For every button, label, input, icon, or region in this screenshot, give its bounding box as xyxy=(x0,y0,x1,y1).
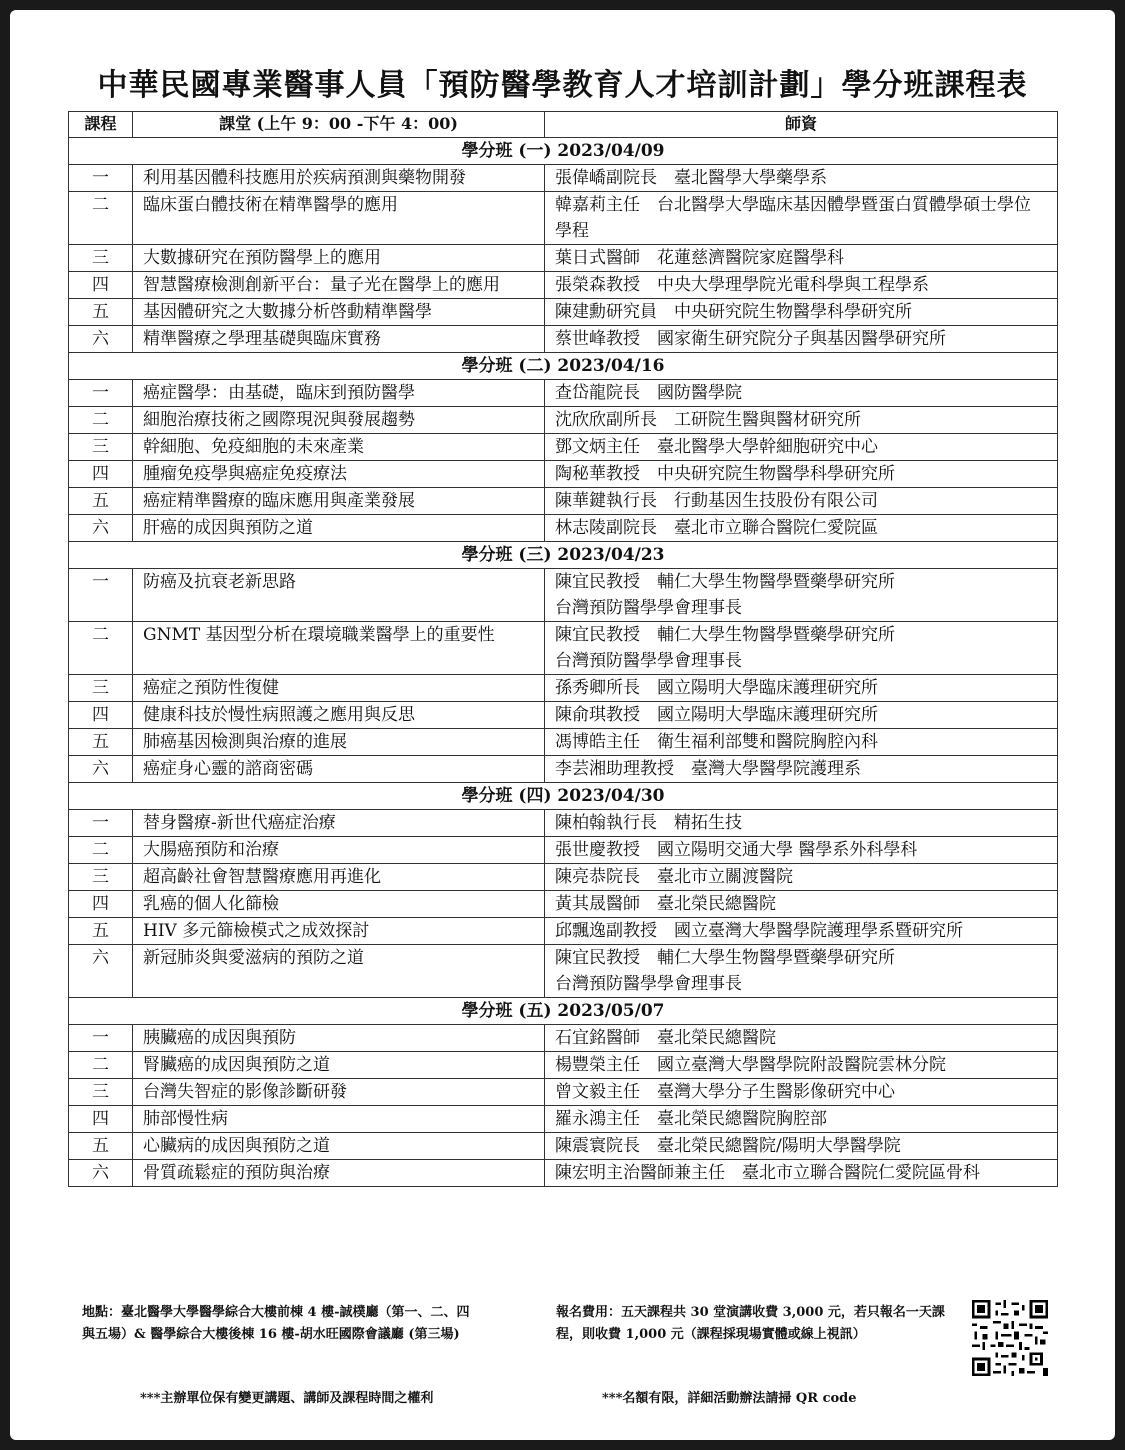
course-number: 六 xyxy=(69,945,133,998)
course-title: 腫瘤免疫學與癌症免疫療法 xyxy=(133,461,545,488)
course-number: 五 xyxy=(69,299,133,326)
teacher-name: 陳宜民教授 輔仁大學生物醫學暨藥學研究所 xyxy=(555,625,895,645)
teacher-name: 葉日式醫師 花蓮慈濟醫院家庭醫學科 xyxy=(555,248,844,268)
teacher-cell xyxy=(545,1106,1058,1133)
table-header-row xyxy=(69,112,1058,138)
header-session: 課堂 (上午 9：00 -下午 4：00) xyxy=(133,112,545,138)
course-number: 五 xyxy=(69,918,133,945)
teacher-name: 鄧文炳主任 臺北醫學大學幹細胞研究中心 xyxy=(555,437,878,457)
section-label: 學分班 (二) 2023/04/16 xyxy=(69,353,1058,380)
table-row xyxy=(69,272,1058,299)
table-row xyxy=(69,702,1058,729)
teacher-cell xyxy=(545,729,1058,756)
table-row xyxy=(69,918,1058,945)
course-number: 六 xyxy=(69,756,133,783)
teacher-cell xyxy=(545,837,1058,864)
table-row xyxy=(69,1133,1058,1160)
table-row xyxy=(69,1079,1058,1106)
teacher-cell xyxy=(545,299,1058,326)
teacher-cell xyxy=(545,488,1058,515)
teacher-cell xyxy=(545,945,1058,998)
course-title: 腎臟癌的成因與預防之道 xyxy=(133,1052,545,1079)
course-title: 替身醫療-新世代癌症治療 xyxy=(133,810,545,837)
table-row xyxy=(69,488,1058,515)
table-row xyxy=(69,1052,1058,1079)
section-label: 學分班 (五) 2023/05/07 xyxy=(69,998,1058,1025)
teacher-extra-title: 台灣預防醫學學會理事長 xyxy=(555,974,742,994)
teacher-cell xyxy=(545,756,1058,783)
course-title: 基因體研究之大數據分析啓動精準醫學 xyxy=(133,299,545,326)
course-title: 肺部慢性病 xyxy=(133,1106,545,1133)
course-number: 一 xyxy=(69,380,133,407)
course-title: HIV 多元篩檢模式之成效探討 xyxy=(133,918,545,945)
course-title: GNMT 基因型分析在環境職業醫學上的重要性 xyxy=(133,622,545,675)
teacher-cell xyxy=(545,165,1058,192)
teacher-cell xyxy=(545,272,1058,299)
teacher-name: 陶秘華教授 中央研究院生物醫學科學研究所 xyxy=(555,464,895,484)
course-number: 四 xyxy=(69,272,133,299)
teacher-name: 陳宜民教授 輔仁大學生物醫學暨藥學研究所 xyxy=(555,572,895,592)
teacher-name: 楊豐榮主任 國立臺灣大學醫學院附設醫院雲林分院 xyxy=(555,1055,946,1075)
teacher-name: 黃其晟醫師 臺北榮民總醫院 xyxy=(555,894,776,914)
course-title: 新冠肺炎與愛滋病的預防之道 xyxy=(133,945,545,998)
course-title: 台灣失智症的影像診斷研發 xyxy=(133,1079,545,1106)
course-number: 一 xyxy=(69,165,133,192)
course-number: 一 xyxy=(69,810,133,837)
table-row xyxy=(69,891,1058,918)
teacher-cell xyxy=(545,622,1058,675)
course-number: 二 xyxy=(69,192,133,245)
course-title: 健康科技於慢性病照護之應用與反思 xyxy=(133,702,545,729)
teacher-name: 陳宏明主治醫師兼主任 臺北市立聯合醫院仁愛院區骨科 xyxy=(555,1163,980,1183)
location-note: 地點：臺北醫學大學醫學綜合大樓前棟 4 樓-誠樸廳（第一、二、四與五場）& 醫學綜合大樓後棟 16 樓-胡水旺國際會議廳 (第三場) xyxy=(82,1305,470,1342)
course-title: 智慧醫療檢測創新平台：量子光在醫學上的應用 xyxy=(133,272,545,299)
teacher-name: 蔡世峰教授 國家衛生研究院分子與基因醫學研究所 xyxy=(555,329,946,349)
teacher-cell xyxy=(545,461,1058,488)
teacher-name: 曾文毅主任 臺灣大學分子生醫影像研究中心 xyxy=(555,1082,895,1102)
teacher-name: 沈欣欣副所長 工研院生醫與醫材研究所 xyxy=(555,410,861,430)
teacher-cell xyxy=(545,1079,1058,1106)
section-label: 學分班 (四) 2023/04/30 xyxy=(69,783,1058,810)
table-row xyxy=(69,569,1058,622)
teacher-cell xyxy=(545,918,1058,945)
table-row xyxy=(69,675,1058,702)
course-title: 精準醫療之學理基礎與臨床實務 xyxy=(133,326,545,353)
course-number: 二 xyxy=(69,837,133,864)
teacher-extra-title: 台灣預防醫學學會理事長 xyxy=(555,598,742,618)
course-number: 六 xyxy=(69,1160,133,1187)
teacher-cell xyxy=(545,434,1058,461)
document-page xyxy=(10,10,1115,1440)
teacher-name: 陳柏翰執行長 精拓生技 xyxy=(555,813,742,833)
table-row xyxy=(69,326,1058,353)
course-title: 癌症身心靈的諮商密碼 xyxy=(133,756,545,783)
course-number: 五 xyxy=(69,729,133,756)
course-number: 三 xyxy=(69,864,133,891)
teacher-cell xyxy=(545,675,1058,702)
teacher-name: 韓嘉莉主任 台北醫學大學臨床基因體學暨蛋白質體學碩士學位學程 xyxy=(555,195,1031,241)
table-row xyxy=(69,245,1058,272)
page-title: 中華民國專業醫事人員「預防醫學教育人才培訓計劃」學分班課程表 xyxy=(97,68,1028,103)
teacher-cell xyxy=(545,1052,1058,1079)
teacher-name: 陳震寰院長 臺北榮民總醫院/陽明大學醫學院 xyxy=(555,1136,901,1156)
course-title: 防癌及抗衰老新思路 xyxy=(133,569,545,622)
table-row xyxy=(69,945,1058,998)
course-number: 二 xyxy=(69,407,133,434)
course-number: 二 xyxy=(69,622,133,675)
section-label: 學分班 (一) 2023/04/09 xyxy=(69,138,1058,165)
section-header-row xyxy=(69,783,1058,810)
teacher-name: 陳建勳研究員 中央研究院生物醫學科學研究所 xyxy=(555,302,912,322)
table-row xyxy=(69,1025,1058,1052)
course-number: 四 xyxy=(69,1106,133,1133)
teacher-name: 李芸湘助理教授 臺灣大學醫學院護理系 xyxy=(555,759,861,779)
teacher-cell xyxy=(545,515,1058,542)
course-number: 三 xyxy=(69,434,133,461)
course-number: 二 xyxy=(69,1052,133,1079)
qr-code-icon[interactable] xyxy=(972,1300,1048,1376)
rights-note: ***主辦單位保有變更講題、講師及課程時間之權利 xyxy=(140,1391,434,1406)
section-header-row xyxy=(69,353,1058,380)
teacher-cell xyxy=(545,810,1058,837)
teacher-cell xyxy=(545,380,1058,407)
teacher-cell xyxy=(545,569,1058,622)
course-number: 一 xyxy=(69,569,133,622)
table-row xyxy=(69,380,1058,407)
course-title: 細胞治療技術之國際現況與發展趨勢 xyxy=(133,407,545,434)
course-title: 臨床蛋白體技術在精準醫學的應用 xyxy=(133,192,545,245)
table-row xyxy=(69,299,1058,326)
course-title: 超高齡社會智慧醫療應用再進化 xyxy=(133,864,545,891)
table-row xyxy=(69,165,1058,192)
table-row xyxy=(69,864,1058,891)
teacher-cell xyxy=(545,326,1058,353)
course-number: 四 xyxy=(69,891,133,918)
teacher-name: 陳亮恭院長 臺北市立關渡醫院 xyxy=(555,867,793,887)
teacher-cell xyxy=(545,407,1058,434)
teacher-name: 陳宜民教授 輔仁大學生物醫學暨藥學研究所 xyxy=(555,948,895,968)
course-title: 肺癌基因檢測與治療的進展 xyxy=(133,729,545,756)
course-title: 幹細胞、免疫細胞的未來產業 xyxy=(133,434,545,461)
teacher-name: 孫秀卿所長 國立陽明大學臨床護理研究所 xyxy=(555,678,878,698)
table-row xyxy=(69,810,1058,837)
table-row xyxy=(69,729,1058,756)
table-row xyxy=(69,192,1058,245)
teacher-cell xyxy=(545,192,1058,245)
table-row xyxy=(69,1106,1058,1133)
course-title: 大腸癌預防和治療 xyxy=(133,837,545,864)
course-title: 肝癌的成因與預防之道 xyxy=(133,515,545,542)
course-number: 六 xyxy=(69,326,133,353)
course-title: 癌症醫學：由基礎，臨床到預防醫學 xyxy=(133,380,545,407)
course-title: 癌症之預防性復健 xyxy=(133,675,545,702)
teacher-name: 羅永鴻主任 臺北榮民總醫院胸腔部 xyxy=(555,1109,827,1129)
course-number: 五 xyxy=(69,1133,133,1160)
course-title: 心臟病的成因與預防之道 xyxy=(133,1133,545,1160)
teacher-name: 陳俞琪教授 國立陽明大學臨床護理研究所 xyxy=(555,705,878,725)
course-number: 六 xyxy=(69,515,133,542)
teacher-extra-title: 台灣預防醫學學會理事長 xyxy=(555,651,742,671)
course-number: 三 xyxy=(69,675,133,702)
table-row xyxy=(69,434,1058,461)
teacher-cell xyxy=(545,245,1058,272)
table-row xyxy=(69,461,1058,488)
course-title: 胰臟癌的成因與預防 xyxy=(133,1025,545,1052)
table-row xyxy=(69,515,1058,542)
table-row xyxy=(69,837,1058,864)
teacher-name: 馮博皓主任 衛生福利部雙和醫院胸腔內科 xyxy=(555,732,878,752)
schedule-body xyxy=(69,138,1058,1187)
teacher-name: 林志陵副院長 臺北市立聯合醫院仁愛院區 xyxy=(555,518,878,538)
course-number: 一 xyxy=(69,1025,133,1052)
teacher-cell xyxy=(545,1160,1058,1187)
section-header-row xyxy=(69,542,1058,569)
table-row xyxy=(69,756,1058,783)
section-header-row xyxy=(69,138,1058,165)
course-number: 四 xyxy=(69,461,133,488)
teacher-cell xyxy=(545,891,1058,918)
header-course-no: 課程 xyxy=(69,112,133,138)
limit-note: ***名額有限，詳細活動辦法請掃 QR code xyxy=(602,1391,857,1406)
course-number: 三 xyxy=(69,1079,133,1106)
schedule-table xyxy=(68,111,1058,1187)
teacher-cell xyxy=(545,864,1058,891)
course-title: 利用基因體科技應用於疾病預測與藥物開發 xyxy=(133,165,545,192)
teacher-name: 查岱龍院長 國防醫學院 xyxy=(555,383,742,403)
teacher-name: 石宜銘醫師 臺北榮民總醫院 xyxy=(555,1028,776,1048)
teacher-name: 張世慶教授 國立陽明交通大學 醫學系外科學科 xyxy=(555,840,918,860)
teacher-name: 陳華鍵執行長 行動基因生技股份有限公司 xyxy=(555,491,878,511)
course-title: 大數據研究在預防醫學上的應用 xyxy=(133,245,545,272)
section-header-row xyxy=(69,998,1058,1025)
course-title: 骨質疏鬆症的預防與治療 xyxy=(133,1160,545,1187)
course-title: 癌症精準醫療的臨床應用與產業發展 xyxy=(133,488,545,515)
teacher-name: 邱飄逸副教授 國立臺灣大學醫學院護理學系暨研究所 xyxy=(555,921,963,941)
course-number: 五 xyxy=(69,488,133,515)
section-label: 學分班 (三) 2023/04/23 xyxy=(69,542,1058,569)
table-row xyxy=(69,622,1058,675)
teacher-cell xyxy=(545,1025,1058,1052)
table-row xyxy=(69,1160,1058,1187)
teacher-name: 張偉嶠副院長 臺北醫學大學藥學系 xyxy=(555,168,827,188)
table-row xyxy=(69,407,1058,434)
course-number: 四 xyxy=(69,702,133,729)
fee-note: 報名費用：五天課程共 30 堂演講收費 3,000 元，若只報名一天課程，則收費 1,000 元（課程採現場實體或線上視訊） xyxy=(556,1305,945,1342)
teacher-cell xyxy=(545,1133,1058,1160)
teacher-cell xyxy=(545,702,1058,729)
course-number: 三 xyxy=(69,245,133,272)
course-title: 乳癌的個人化篩檢 xyxy=(133,891,545,918)
teacher-name: 張榮森教授 中央大學理學院光電科學與工程學系 xyxy=(555,275,929,295)
header-teacher: 師資 xyxy=(545,112,1058,138)
